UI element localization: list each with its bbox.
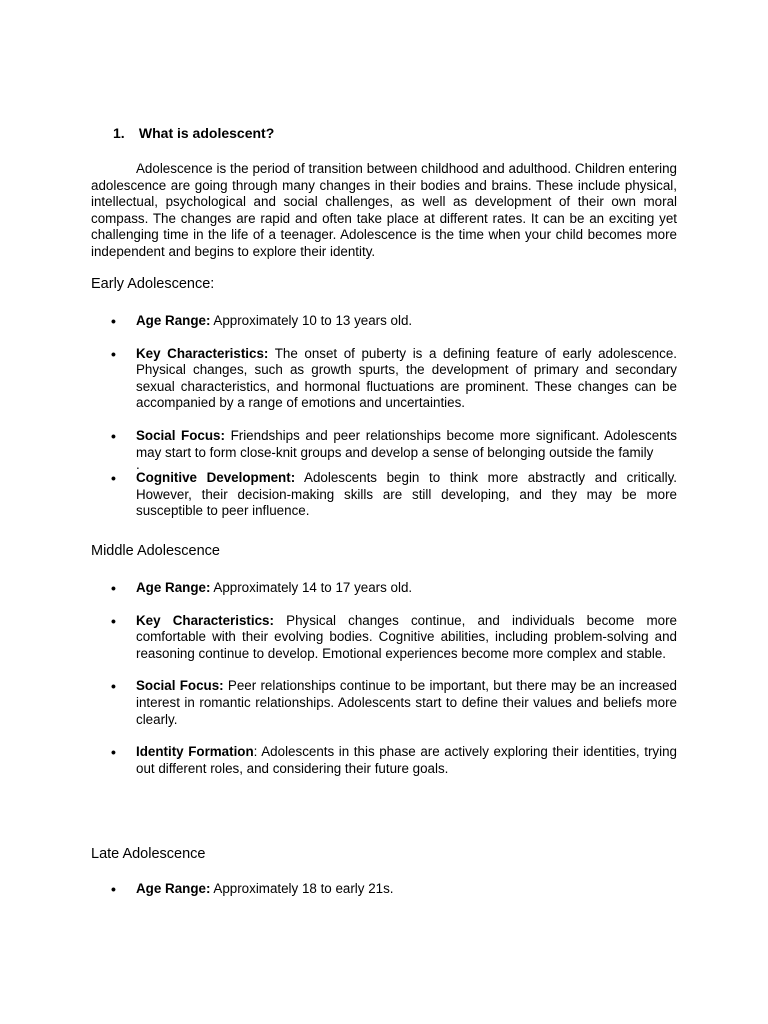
bullet-icon: • bbox=[111, 612, 116, 629]
late-adolescence-heading: Late Adolescence bbox=[91, 846, 206, 862]
middle-adolescence-list bbox=[91, 580, 677, 777]
bullet-icon: • bbox=[111, 580, 116, 596]
question-title: What is adolescent? bbox=[138, 125, 275, 141]
list-item bbox=[91, 428, 677, 461]
item-label: Key Characteristics: bbox=[136, 345, 269, 361]
bullet-icon: • bbox=[111, 470, 116, 487]
bullet-icon: • bbox=[111, 427, 116, 444]
item-text: The onset of puberty is a defining feature of early adolescence. Physical changes, such as growth spurts, the development of primary and secondary sexual characteristics, and hormonal fluctuations are prominent. These changes can be accompanied by a range of emotions and uncertainties. bbox=[136, 345, 677, 411]
list-item bbox=[91, 470, 677, 520]
list-item bbox=[91, 346, 677, 412]
item-text: Approximately 10 to 13 years old. bbox=[210, 313, 413, 328]
item-text: Physical changes continue, and individuals become more comfortable with their evolving bodies. Cognitive abilities, including problem-solving and reasoning continue to develop. Emotional experiences become more complex and stable. bbox=[136, 612, 677, 661]
bullet-icon: • bbox=[111, 678, 116, 695]
item-label: Key Characteristics: bbox=[136, 612, 274, 628]
item-label: Cognitive Development: bbox=[136, 470, 296, 486]
item-text: Peer relationships continue to be important, but there may be an increased interest in romantic relationships. Adolescents start to define their values and beliefs more clearly. bbox=[136, 678, 677, 727]
item-text: Friendships and peer relationships become more significant. Adolescents may start to form close-knit groups and develop a sense of belonging outside the family bbox=[136, 427, 677, 460]
list-item bbox=[91, 580, 677, 597]
item-text: Approximately 14 to 17 years old. bbox=[210, 580, 413, 595]
stray-period: . bbox=[136, 457, 140, 473]
item-label: Social Focus: bbox=[136, 427, 225, 443]
early-adolescence-list bbox=[91, 313, 677, 520]
bullet-icon: • bbox=[111, 744, 116, 761]
intro-paragraph: Adolescence is the period of transition between childhood and adulthood. Children entering adolescence are going through many changes in their bodies and brains. These include physical, intellectual, psychological and social challenges, as well as development of their own moral compass. The changes are rapid and often take place at different rates. It can be an exciting yet challenging time in the life of a teenager. Adolescence is the time when your child becomes more independent and begins to explore their identity. bbox=[91, 161, 677, 259]
early-adolescence-heading: Early Adolescence: bbox=[91, 276, 215, 292]
list-item bbox=[91, 678, 677, 728]
bullet-icon: • bbox=[111, 313, 116, 329]
bullet-icon: • bbox=[111, 881, 116, 897]
middle-adolescence-heading: Middle Adolescence bbox=[91, 543, 220, 559]
item-text: Adolescents begin to think more abstractly and critically. However, their decision-making skills are still developing, and they may be more susceptible to peer influence. bbox=[136, 470, 677, 519]
late-adolescence-list bbox=[91, 881, 677, 898]
item-text: Approximately 18 to early 21s. bbox=[210, 881, 394, 896]
item-label: Social Focus: bbox=[136, 678, 224, 694]
question-heading bbox=[113, 125, 274, 141]
bullet-icon: • bbox=[111, 345, 116, 362]
question-number: 1. bbox=[113, 125, 125, 141]
list-item bbox=[91, 313, 677, 330]
list-item bbox=[91, 744, 677, 777]
item-label: Age Range: bbox=[136, 580, 211, 595]
item-label: Age Range: bbox=[136, 881, 211, 896]
list-item bbox=[91, 881, 677, 898]
item-text: : Adolescents in this phase are actively exploring their identities, trying out different roles, and considering their future goals. bbox=[136, 744, 677, 776]
list-item bbox=[91, 613, 677, 663]
item-label: Identity Formation bbox=[136, 744, 254, 760]
item-label: Age Range: bbox=[136, 313, 211, 328]
